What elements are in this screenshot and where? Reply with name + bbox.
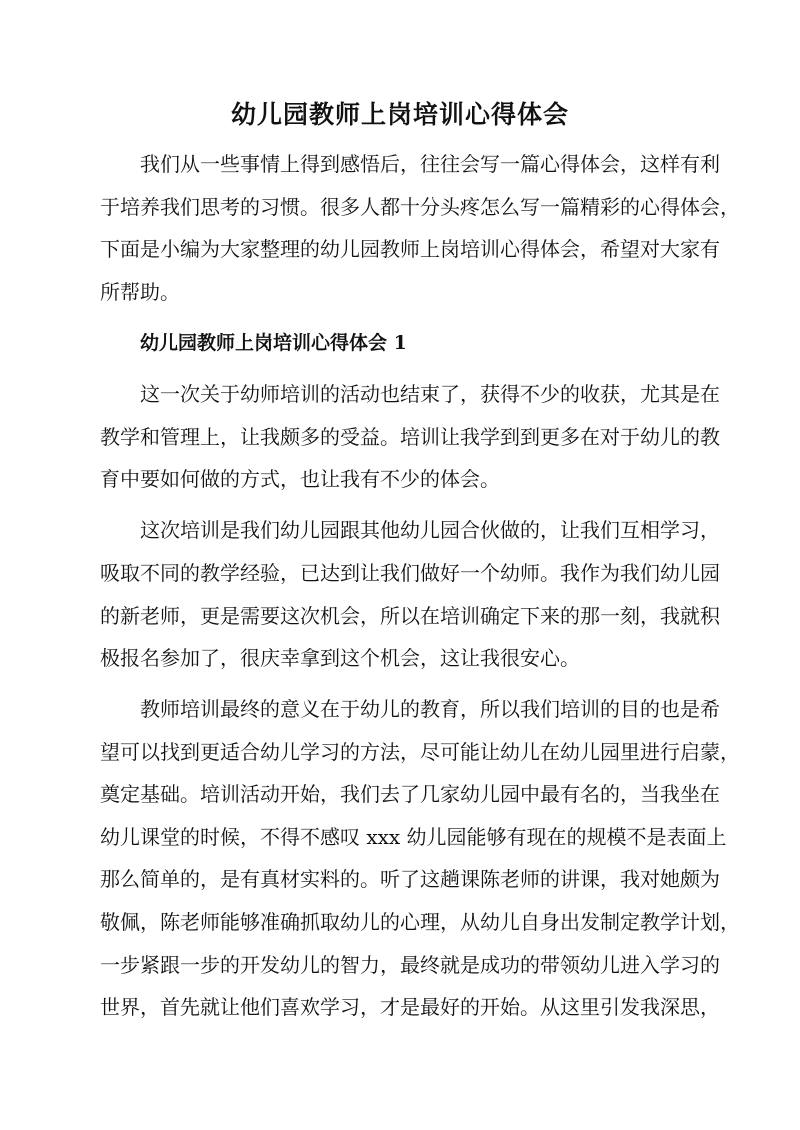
intro-line-1: 我们从一些事情上得到感悟后，往往会写一篇心得体会，这样有利	[140, 152, 720, 176]
paragraph1-line-2: 教学和管理上，让我颇多的受益。培训让我学到到更多在对于幼儿的教	[100, 425, 720, 449]
paragraph2-line-3: 的新老师，更是需要这次机会，所以在培训确定下来的那一刻，我就积	[100, 604, 720, 628]
paragraph2-line-1: 这次培训是我们幼儿园跟其他幼儿园合伙做的，让我们互相学习，	[140, 518, 720, 542]
paragraph3-line-5: 那么简单的，是有真材实料的。听了这趟课陈老师的讲课，我对她颇为	[100, 867, 720, 891]
paragraph1-line-3: 育中要如何做的方式，也让我有不少的体会。	[100, 467, 500, 491]
paragraph2-line-2: 吸取不同的教学经验，已达到让我们做好一个幼师。我作为我们幼儿园	[100, 561, 720, 585]
paragraph3-line-2: 望可以找到更适合幼儿学习的方法，尽可能让幼儿在幼儿园里进行启蒙，	[100, 740, 740, 764]
paragraph3-line-6: 敬佩，陈老师能够准确抓取幼儿的心理，从幼儿自身出发制定教学计划，	[100, 910, 740, 934]
intro-line-4: 所帮助。	[100, 280, 180, 304]
section-heading: 幼儿园教师上岗培训心得体会 1	[140, 332, 407, 354]
document-title: 幼儿园教师上岗培训心得体会	[230, 100, 569, 129]
paragraph3-line-8: 世界，首先就让他们喜欢学习，才是最好的开始。从这里引发我深思，	[100, 995, 720, 1019]
intro-line-3: 下面是小编为大家整理的幼儿园教师上岗培训心得体会，希望对大家有	[100, 237, 720, 261]
paragraph1-line-1: 这一次关于幼师培训的活动也结束了，获得不少的收获，尤其是在	[140, 382, 720, 406]
paragraph3-line-1: 教师培训最终的意义在于幼儿的教育，所以我们培训的目的也是希	[140, 697, 720, 721]
intro-line-2: 于培养我们思考的习惯。很多人都十分头疼怎么写一篇精彩的心得体会，	[100, 195, 740, 219]
paragraph3-line-4: 幼儿课堂的时候，不得不感叹 xxx 幼儿园能够有现在的规模不是表面上	[100, 825, 727, 849]
paragraph2-line-4: 极报名参加了，很庆幸拿到这个机会，这让我很安心。	[100, 646, 580, 670]
paragraph3-line-7: 一步紧跟一步的开发幼儿的智力，最终就是成功的带领幼儿进入学习的	[100, 953, 720, 977]
paragraph3-line-3: 奠定基础。培训活动开始，我们去了几家幼儿园中最有名的，当我坐在	[100, 782, 720, 806]
